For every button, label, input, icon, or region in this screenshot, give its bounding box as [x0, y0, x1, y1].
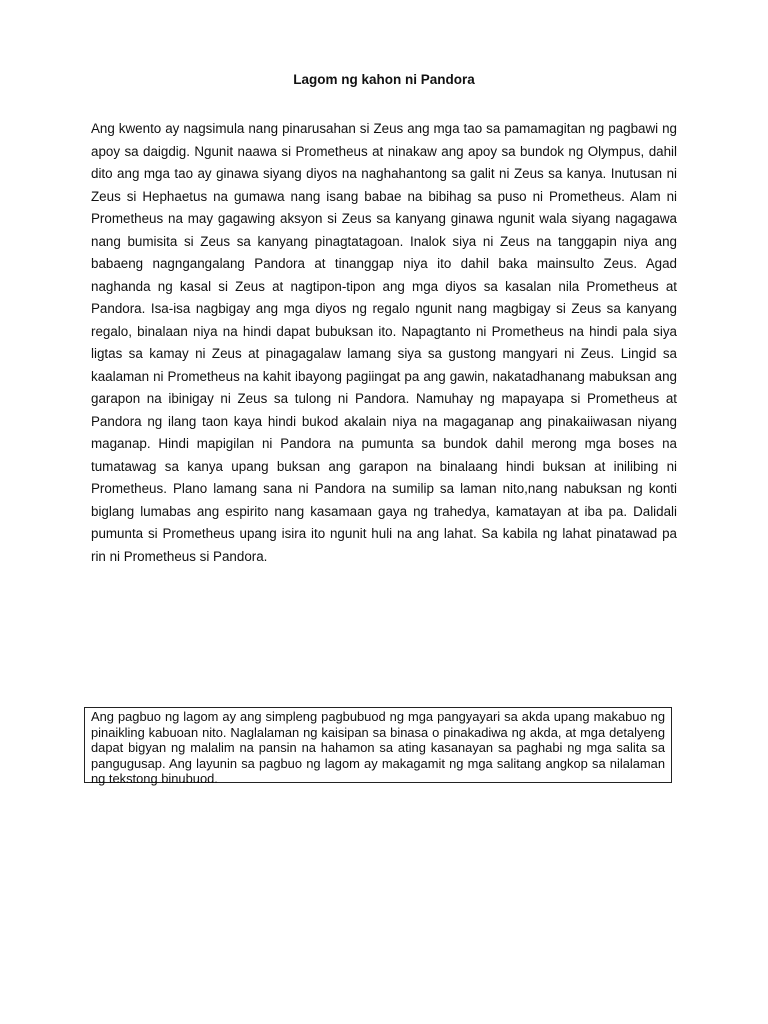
definition-box [84, 707, 672, 787]
document-title: Lagom ng kahon ni Pandora [293, 72, 475, 87]
definition-text: Ang pagbuo ng lagom ay ang simpleng pagbubuod ng mga pangyayari sa akda upang makabuo ng pinaikling kabuoan nito. Naglalaman ng kaisipan sa binasa o pinakadiwa ng akda, at mga detalyeng dapat bigyan ng malalim na pansin na hahamon sa ating kasanayan sa paghabi ng mga salita sa pangugusap. Ang layunin sa pagbuo ng lagom ay makagamit ng mga salitang angkop sa nilalaman ng tekstong binubuod. [91, 709, 665, 787]
story-paragraph: Ang kwento ay nagsimula nang pinarusahan si Zeus ang mga tao sa pamamagitan ng pagbawi ng apoy sa daigdig. Ngunit naawa si Prometheus at ninakaw ang apoy sa bundok ng Olympus, dahil dito ang mga tao ay ginawa siyang diyos na naghahantong sa galit ni Zeus sa kanya. Inutusan ni Zeus si Hephaetus na gumawa nang isang babae na bibihag sa puso ni Prometheus. Alam ni Prometheus na may gagawing aksyon si Zeus sa kanyang ginawa ngunit wala siyang nagagawa nang bumisita si Zeus sa kanyang pinagtatagoan. Inalok siya ni Zeus na tanggapin niya ang babaeng nagngangalang Pandora at tinanggap niya ito dahil baka mainsulto Zeus. Agad naghanda ng kasal si Zeus at nagtipon-tipon ang mga diyos sa kasalan nila Prometheus at Pandora. Isa-isa nagbigay ang mga diyos ng regalo ngunit nang magbigay si Zeus sa kanyang regalo, binalaan niya na hindi dapat bubuksan ito. Napagtanto ni Prometheus na hindi pala siya ligtas sa kamay ni Zeus at pinagagalaw lamang siya sa gustong mangyari ni Zeus. Lingid sa kaalaman ni Prometheus na kahit ibayong pagiingat pa ang gawin, nakatadhanang mabuksan ang garapon na ibinigay ni Zeus sa tulong ni Pandora. Namuhay ng mapayapa si Prometheus at Pandora ng ilang taon kaya hindi bukod akalain niya na magaganap ang pinakaiiwasan niyang maganap. Hindi mapigilan ni Pandora na pumunta sa bundok dahil merong mga boses na tumatawag sa kanya upang buksan ang garapon na binalaang hindi buksan at inilibing ni Prometheus. Plano lamang sana ni Pandora na sumilip sa laman nito,nang nabuksan ng konti biglang lumabas ang espirito nang kasamaan gaya ng trahedya, kamatayan at iba pa. Dalidali pumunta si Prometheus upang isira ito ngunit huli na ang lahat. Sa kabila ng lahat pinatawad pa rin ni Prometheus si Pandora. [91, 121, 677, 564]
